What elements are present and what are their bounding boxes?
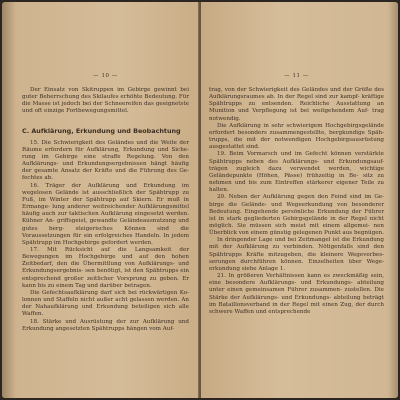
page-number-right: — 11 — (284, 73, 309, 79)
continued-paragraph: trag, von der Schwierigkeit des Geländes und der Größe des Aufklärungsraumes ab. In der Regel sind zur kampf- kräftige Spähtrupps zu entsenden. Reichliche Ausstattung an Munition und Verpflegung ist bei weitgehendem Auf- trag notwendig. (209, 87, 384, 122)
paragraph-20b: In dringender Lage und bei Zeitmangel ist die Erkundung mit der Aufklärung zu verbinden. Nötigenfalls sind den Spähtrupps Kräfte mitzugeben, die kleinere Wegeverbes- serungen durchführen können. Einzelheiten über Wege- erkundung siehe Anlage 1. (209, 237, 384, 272)
left-page (2, 2, 199, 398)
page-edge-shadow-right (388, 2, 398, 398)
paragraph-18: 18. Stärke und Ausrüstung der zur Aufklärung und Erkundung angesetzten Spähtrupps hängen vom Auf- (22, 318, 189, 332)
paragraph-19: 19. Beim Vormarsch und im Gefecht können verstärkte Spähtrupps neben des Aufklärungs- und Erkundungsauf- trägen zugleich dazu verwendet werden, wichtige Geländepunkte (Höhen, Pässe) frühzeitig in Be- sitz zu nehmen und bis zum Eintreffen stärkerer eigener Teile zu halten. (209, 151, 385, 194)
continued-paragraph-b: Die Aufklärung in sehr schwierigem Hochgebirgsgelände erfordert besonders zusammengestellte, bergkundige Späh- trupps, die mit der notwendigen Hochgebirgsausrüstung ausgestattet sind. (209, 122, 384, 151)
right-page (201, 2, 398, 398)
paragraph-17b: Die Gefechtsaufklärung darf sich bei rückwärtigen Ko- lonnen und Staffeln nicht außer acht gelassen werden. An der Nahaufklärung und Erkundung beteiligen sich alle Waffen. (22, 289, 189, 318)
intro-paragraph: Der Einsatz von Skitruppen im Gebirge gewinnt bei guter Beherrschung des Skilaufes erhöhte Bedeutung. Für die Masse ist jedoch bei der Schneereifen das geeignetste und oft einzige Fortbewegungsmittel. (22, 87, 189, 115)
paragraph-17: 17. Mit Rücksicht auf die Langsamkeit der Bewegungen im Hochgebirge und auf den hohen Zeitbedarf, den die Übermittlung von Aufklärungs- und Erkundungsergebnis- sen benötigt, ist den Spähtrupps ein entsprechend großer zeitlicher Vorsprung zu geben. Er kann bis zu einem Tag und darüber betragen. (22, 246, 190, 289)
paragraph-15: 15. Die Schwierigkeit des Geländes und die Weite der Räume erfordern für Aufklärung, Erkundung und Siche- rung im Gebirge eine straffe Regelung. Von den Aufklärungs- und Erkundungsergebnissen hängt häufig der gesamte Ansatz der Kräfte und die Führung des Ge- fechtes ab. (22, 139, 189, 182)
paragraph-20: 20. Neben der Aufklärung gegen den Feind sind im Ge- birge die Gelände- und Wegeerkundung von besonderer Bedeutung. Eingehende persönliche Erkundung der Führer ist in stark gegliederten Gebirgsgelände in der Regel nicht möglich. Sie müssen sich meist mit einem allgemei- nen Überblick von einem günstig gelegenen Punkt aus begnügen. (209, 194, 385, 237)
page-edge-shadow-left (2, 2, 16, 398)
book-spread (2, 2, 398, 398)
paragraph-21: 21. In größeren Verhältnissen kann es zweckmäßig sein, eine besondere Aufklärungs- und Erkundungs- abteilung unter einen gemeinsamen Führer zusammen- zustellen. Die Stärke der Aufklärungs- und Erkundungs- abteilung beträgt im Bataillonsverband in der Regel mit einen Zug, der durch schwere Waffen und entsprechende (209, 273, 385, 315)
paragraph-16: 16. Träger der Aufklärung und Erkundung im wegelosen Gelände ist ausschließlich der Spähtrupp zu Fuß, im Winter der Spähtrupp auf Skiern. Er muß in Ermange- lung anderer weitreichender Aufklärungsmittel häufig auch zur taktischen Aufklärung eingesetzt werden. Kühner An- griffsgeist, gewandte Geländeausnutzung und gutes berg- steigerisches Können sind die Voraussetzungen für ein erfolgreiches Handeln. In jedem Spähtrupp im Hochgebirge gefordert werden. (22, 182, 190, 246)
section-heading: C. Aufklärung, Erkundung und Beobachtung (22, 126, 181, 135)
page-number-left: — 10 — (93, 73, 118, 79)
